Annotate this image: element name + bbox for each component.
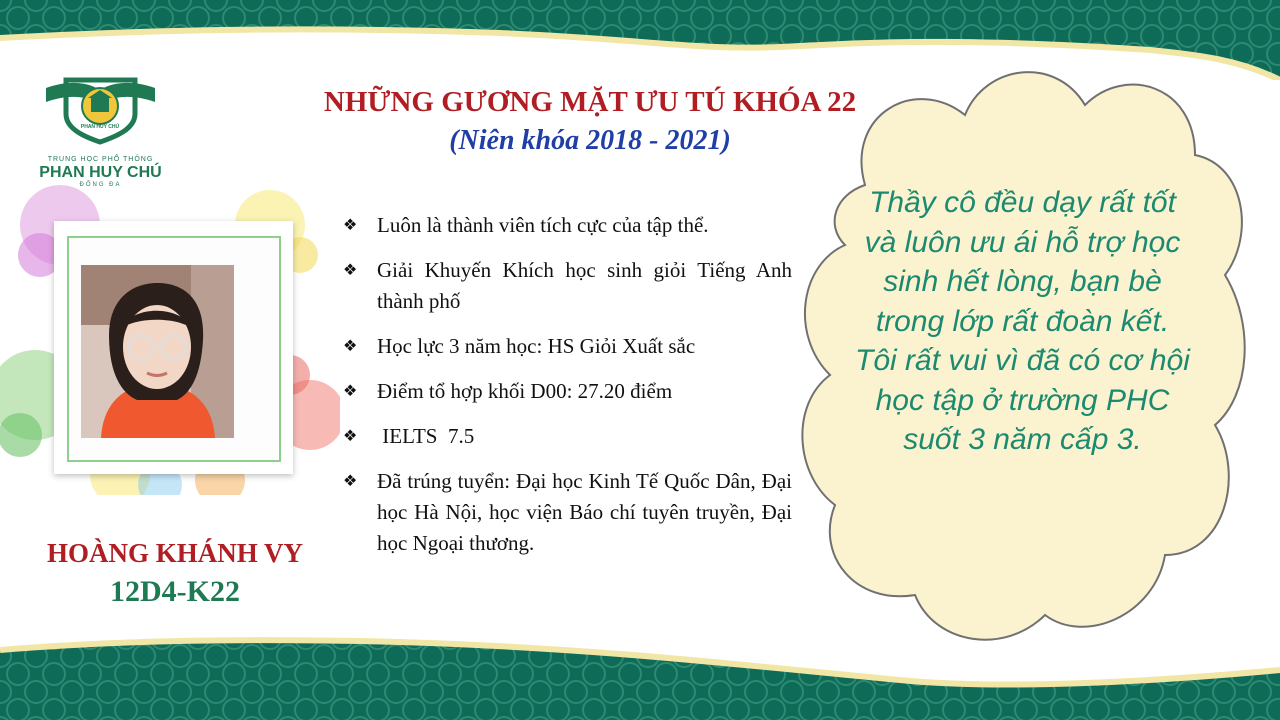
diamond-bullet-icon: ❖ <box>343 428 358 445</box>
achievement-text: Luôn là thành viên tích cực của tập thể. <box>377 213 709 237</box>
logo-school-name: PHAN HUY CHÚ <box>39 164 162 181</box>
achievement-text: Giải Khuyến Khích học sinh giỏi Tiếng Anh thành phố <box>377 258 792 313</box>
page-subtitle: (Niên khóa 2018 - 2021) <box>449 125 731 156</box>
student-name: HOÀNG KHÁNH VY <box>46 538 303 568</box>
page-title: NHỮNG GƯƠNG MẶT ƯU TÚ KHÓA 22 <box>323 86 857 118</box>
achievement-text: IELTS 7.5 <box>377 424 475 448</box>
achievement-text: Đã trúng tuyển: Đại học Kinh Tế Quốc Dân, Đại học Hà Nội, học viện Báo chí tuyên truyền, Đại học Ngoại thương. <box>377 469 792 555</box>
list-item <box>340 210 792 241</box>
achievement-text: Điểm tổ hợp khối D00: 27.20 điểm <box>377 379 673 403</box>
list-item <box>340 255 792 317</box>
student-photo <box>81 265 234 438</box>
diamond-bullet-icon: ❖ <box>343 383 358 400</box>
diamond-bullet-icon: ❖ <box>343 473 358 490</box>
diamond-bullet-icon: ❖ <box>343 338 358 355</box>
diamond-bullet-icon: ❖ <box>343 262 358 279</box>
student-class: 12D4-K22 <box>110 575 240 608</box>
list-item <box>340 376 792 407</box>
list-item <box>340 421 792 452</box>
quote-text: Thầy cô đều dạy rất tốt và luôn ưu ái hỗ trợ học sinh hết lòng, bạn bè trong lớp rất đoàn kết. Tôi rất vui vì đã có cơ hội học tập ở trường PHC suốt 3 năm cấp 3. <box>855 186 1190 456</box>
logo-district: ĐỐNG ĐA <box>79 182 122 188</box>
list-item <box>340 331 792 362</box>
school-logo-icon <box>38 70 163 160</box>
achievement-text: Học lực 3 năm học: HS Giỏi Xuất sắc <box>377 334 696 358</box>
school-logo <box>38 70 163 190</box>
diamond-bullet-icon: ❖ <box>343 217 358 234</box>
list-item <box>340 466 792 559</box>
achievement-list <box>340 210 792 573</box>
logo-emblem-text: PHAN HUY CHÚ <box>80 124 120 130</box>
student-photo-frame <box>54 221 293 474</box>
logo-school-line: TRUNG HỌC PHỔ THÔNG <box>47 156 154 163</box>
